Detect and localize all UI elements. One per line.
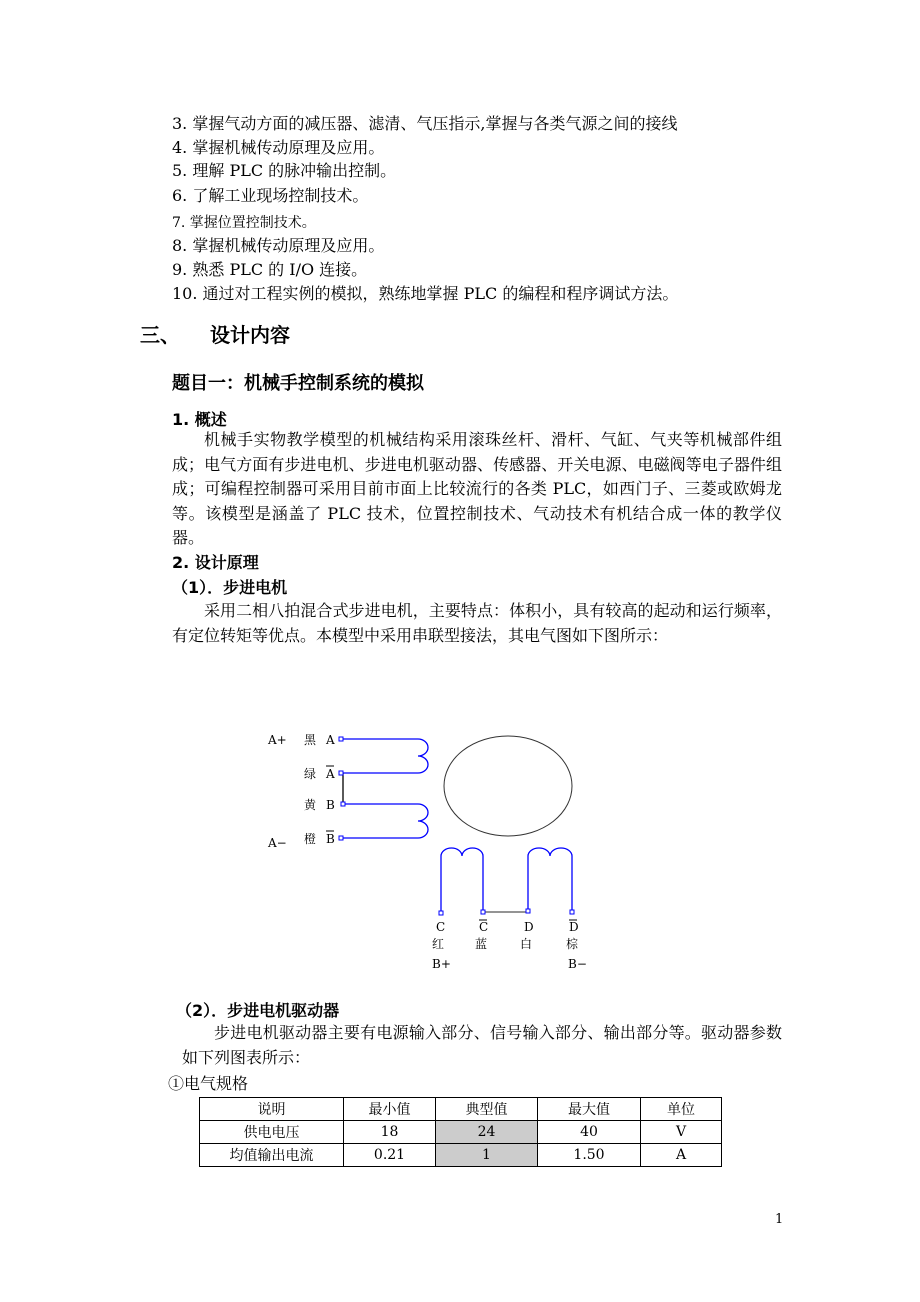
- table-cell: 24: [436, 1121, 538, 1144]
- objective-item: 7. 掌握位置控制技术。: [172, 215, 316, 231]
- table-cell: V: [641, 1121, 722, 1144]
- table-cell: 1.50: [538, 1144, 641, 1167]
- wire-color-label: 橙: [304, 832, 317, 846]
- section-number: 三、: [140, 323, 180, 347]
- wire-color-label: 白: [520, 937, 533, 951]
- objective-item: 6. 了解工业现场控制技术。: [172, 186, 369, 205]
- objective-item: 5. 理解 PLC 的脉冲输出控制。: [172, 161, 397, 180]
- table-row: [200, 1144, 722, 1167]
- wire-color-label: 绿: [304, 767, 317, 781]
- table-cell: 1: [436, 1144, 538, 1167]
- pin-label: D: [524, 920, 534, 934]
- stepper-heading: （1）．步进电机: [172, 578, 288, 597]
- header-cell: 典型值: [436, 1098, 538, 1121]
- driver-heading: （2）．步进电机驱动器: [176, 1001, 340, 1020]
- table-cell: A: [641, 1144, 722, 1167]
- pin-label: B: [326, 798, 335, 812]
- wire-color-label: 棕: [566, 937, 579, 951]
- stepper-text: 采用二相八拍混合式步进电机，主要特点：体积小，具有较高的起动和运行频率，有定位转矩等优点。本模型中采用串联型接法，其电气图如下图所示：: [172, 601, 782, 645]
- overview-text: 机械手实物教学模型的机械结构采用滚珠丝杆、滑杆、气缸、气夹等机械部件组成；电气方面有步进电机、步进电机驱动器、传感器、开关电源、电磁阀等电子器件组成；可编程控制器可采用目前市面上比较流行的各类 PLC，如西门子、三菱或欧姆龙等。该模型是涵盖了 PLC 技术，位置控制技术、气动技术有机结合成一体的教学仪器。: [172, 430, 782, 547]
- a-plus-label: A+: [268, 733, 287, 747]
- table-cell: 均值输出电流: [200, 1144, 344, 1167]
- a-minus-label: A−: [268, 836, 287, 850]
- driver-text: 步进电机驱动器主要有电源输入部分、信号输入部分、输出部分等。驱动器参数如下列图表所示：: [182, 1023, 782, 1067]
- table-cell: 18: [344, 1121, 436, 1144]
- objective-item: 9. 熟悉 PLC 的 I/O 连接。: [172, 260, 368, 279]
- b-plus-label: B+: [432, 957, 451, 971]
- objective-item: 10. 通过对工程实例的模拟，熟练地掌握 PLC 的编程和程序调试方法。: [172, 284, 679, 303]
- spec-title: ①电气规格: [168, 1074, 249, 1093]
- objective-item: 8. 掌握机械传动原理及应用。: [172, 236, 385, 255]
- principle-heading: 2. 设计原理: [172, 553, 259, 572]
- header-cell: 最大值: [538, 1098, 641, 1121]
- table-cell: 0.21: [344, 1144, 436, 1167]
- overview-heading: 1. 概述: [172, 410, 227, 429]
- objective-item: 3. 掌握气动方面的减压器、滤清、气压指示,掌握与各类气源之间的接线: [172, 114, 678, 133]
- pin-label: D: [569, 920, 579, 934]
- section-title: 设计内容: [210, 323, 290, 347]
- header-cell: 单位: [641, 1098, 722, 1121]
- pin-label: B: [326, 832, 335, 846]
- pin-label: A: [326, 767, 335, 781]
- wire-color-label: 黄: [304, 798, 317, 812]
- table-header-row: [200, 1098, 722, 1121]
- pin-label: A: [326, 733, 335, 747]
- table-row: [200, 1121, 722, 1144]
- pin-label: C: [436, 920, 446, 934]
- wire-color-label: 红: [432, 937, 445, 951]
- pin-label: C: [479, 920, 489, 934]
- header-cell: 最小值: [344, 1098, 436, 1121]
- page-number: 1: [775, 1212, 784, 1227]
- wire-color-label: 黑: [304, 733, 317, 747]
- topic-title: 题目一：机械手控制系统的模拟: [172, 373, 424, 394]
- table-cell: 40: [538, 1121, 641, 1144]
- objective-item: 4. 掌握机械传动原理及应用。: [172, 138, 385, 157]
- electrical-spec-table: [199, 1097, 722, 1167]
- b-minus-label: B−: [568, 957, 587, 971]
- table-cell: 供电电压: [200, 1121, 344, 1144]
- wire-color-label: 蓝: [475, 937, 488, 951]
- header-cell: 说明: [200, 1098, 344, 1121]
